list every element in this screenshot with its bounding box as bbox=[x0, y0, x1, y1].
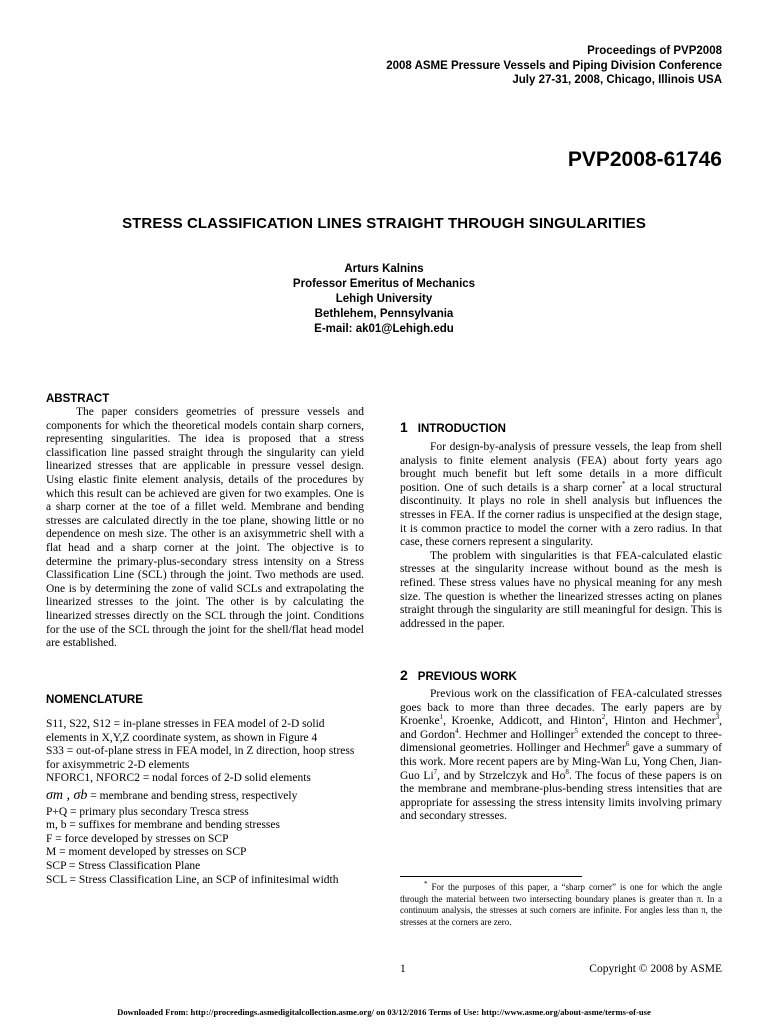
section-number: 1 bbox=[400, 419, 408, 435]
reference-mark: 6 bbox=[625, 740, 630, 749]
nomenclature-item: SCP = Stress Classification Plane bbox=[46, 859, 201, 872]
nomenclature-item: S33 = out-of-plane stress in FEA model, in Z direction, hoop stress for axisymmetric 2-D elements bbox=[46, 745, 355, 771]
pw-text: , Hinton and Hechmer bbox=[605, 715, 716, 728]
nomenclature-item: P+Q = primary plus secondary Tresca stress bbox=[46, 805, 249, 818]
sigma-description: = membrane and bending stress, respectively bbox=[87, 789, 298, 802]
footnote-mark: * bbox=[621, 479, 626, 488]
nomenclature-item: S11, S22, S12 = in-plane stresses in FEA model of 2-D solid elements in X,Y,Z coordinate system, as shown in Figure 4 bbox=[46, 718, 325, 744]
introduction-body bbox=[400, 441, 722, 631]
nomenclature-item: SCL = Stress Classification Line, an SCP of infinitesimal width bbox=[46, 873, 339, 886]
reference-mark: 7 bbox=[433, 767, 438, 776]
author-email: E-mail: ak01@Lehigh.edu bbox=[314, 323, 454, 335]
nomenclature-item: NFORC1, NFORC2 = nodal forces of 2-D solid elements bbox=[46, 772, 311, 785]
page-number: 1 bbox=[400, 963, 406, 975]
nomenclature-item: F = force developed by stresses on SCP bbox=[46, 832, 229, 845]
pw-text: extended the concept to three-dimensional geometries. Hollinger and Hechmer bbox=[400, 728, 722, 755]
footnote-rule bbox=[400, 876, 582, 877]
author-location: Bethlehem, Pennsylvania bbox=[314, 308, 454, 320]
paper-title: STRESS CLASSIFICATION LINES STRAIGHT THROUGH SINGULARITIES bbox=[122, 215, 646, 232]
pw-text: Previous work on the classification of FEA-calculated stresses goes back to more than three decades. The early papers are by Kroenke bbox=[400, 688, 722, 728]
previous-work-paragraph bbox=[400, 688, 722, 824]
section-title: INTRODUCTION bbox=[417, 423, 506, 435]
nomenclature-list bbox=[46, 718, 364, 887]
section-number: 2 bbox=[400, 667, 408, 683]
pw-text: gave a summary of this work. More recent papers are by Ming-Wan Lu, Yong Chen, Jian-Guo Li bbox=[400, 742, 722, 782]
pw-text: , and by Strzelczyk and Ho bbox=[437, 769, 566, 782]
introduction-heading bbox=[400, 419, 722, 437]
section-title: PREVIOUS WORK bbox=[417, 671, 517, 683]
introduction-paragraph-2: The problem with singularities is that FEA-calculated elastic stresses at the singularity increase without bound as the mesh is refined. These stress values have no physical meaning for any mesh size. The question is whether the linearized stresses acting on planes straight through the singularity are still meaningful for design. This is addressed in the paper. bbox=[400, 549, 722, 630]
pw-text: . The focus of these papers is on the membrane and membrane-plus-bending stress intensities that are appropriate for assessing the stress intensity limits involving primary and secondary stresses. bbox=[400, 769, 722, 823]
dates-line: July 27-31, 2008, Chicago, Illinois USA bbox=[512, 74, 722, 86]
conference-line: 2008 ASME Pressure Vessels and Piping Division Conference bbox=[386, 59, 722, 72]
pw-text: , and Gordon bbox=[400, 715, 722, 741]
nomenclature-item: M = moment developed by stresses on SCP bbox=[46, 846, 247, 859]
conference-header bbox=[386, 44, 722, 88]
reference-mark: 4 bbox=[455, 726, 459, 735]
nomenclature-heading: NOMENCLATURE bbox=[46, 694, 143, 706]
download-notice: Downloaded From: http://proceedings.asmedigitalcollection.asme.org/ on 03/12/2016 Terms of Use: http://www.asme.org/about-asme/terms-of-use bbox=[117, 1007, 651, 1017]
abstract-body bbox=[46, 406, 364, 651]
intro-text: at a local structural discontinuity. It plays no role in shell analysis but influences the stresses in FEA. If the corner radius is unspecified at the design stage, it is common practice to model the corner with a zero radius. In that case, these corners represent a singularity. bbox=[400, 481, 723, 549]
nomenclature-item: m, b = suffixes for membrane and bending stresses bbox=[46, 819, 280, 832]
reference-mark: 3 bbox=[715, 713, 720, 722]
previous-work-heading bbox=[400, 667, 722, 685]
reference-mark: 2 bbox=[601, 713, 606, 722]
reference-mark: 8 bbox=[565, 767, 569, 776]
paper-id: PVP2008-61746 bbox=[567, 148, 722, 171]
author-block bbox=[0, 262, 768, 337]
footnote-text: For the purposes of this paper, a “sharp corner” is one for which the angle through the material between two intersecting boundary planes is greater than π. In a continuum analysis, the stresses at such corners are infinite. For angles less than π, the stresses at the corners are zero. bbox=[400, 882, 722, 927]
introduction-paragraph-1 bbox=[400, 441, 722, 550]
abstract-text: The paper considers geometries of pressure vessels and components for which the theoretical models contain sharp corners, representing singularities. The idea is proposed that a stress classification line passed straight through the singularity can yield linearized stresses that are applicable in pressure vessel design. Using elastic finite element analysis, details of the procedures by which this result can be achieved are given for two examples. One is a sharp corner at the toe of a fillet weld. Membrane and bending stresses are calculated directly in the toe plane, showing little or no dependence on mesh size. The other is an axisymmetric shell with a flat head and a sharp corner at the joint. The objective is to determine the primary-plus-secondary stress intensity on a Stress Classification Line (SCL) through the joint. Two methods are used. One is by determining the zone of valid SCLs and extrapolating the linearized stresses to the joint. The other is by calculating the linearized stresses directly on the SCL through the joint. Conditions for the use of the SCL through the joint for the shell/flat head model are established. bbox=[46, 406, 364, 650]
pw-text: . Hechmer and Hollinger bbox=[458, 728, 575, 741]
proceedings-line: Proceedings of PVP2008 bbox=[587, 45, 722, 57]
intro-text: For design-by-analysis of pressure vessels, the leap from shell analysis to finite element analysis (FEA) about forty years ago brought much benefit but left some details in a more difficult position. One of such details is a sharp corner bbox=[400, 441, 722, 494]
reference-mark: 1 bbox=[439, 713, 444, 722]
previous-work-body bbox=[400, 688, 722, 824]
author-name: Arturs Kalnins bbox=[344, 263, 424, 275]
nomenclature-item-sigma bbox=[46, 789, 364, 804]
copyright: Copyright © 2008 by ASME bbox=[589, 963, 722, 975]
author-position: Professor Emeritus of Mechanics bbox=[292, 278, 476, 290]
sigma-symbols: σm , σb bbox=[46, 787, 88, 803]
abstract-heading: ABSTRACT bbox=[46, 393, 110, 405]
footnote-symbol: * bbox=[424, 880, 428, 888]
author-affiliation: Lehigh University bbox=[335, 293, 433, 305]
pw-text: , Kroenke, Addicott, and Hinton bbox=[443, 715, 602, 728]
reference-mark: 5 bbox=[574, 726, 578, 735]
footnote bbox=[400, 882, 722, 928]
